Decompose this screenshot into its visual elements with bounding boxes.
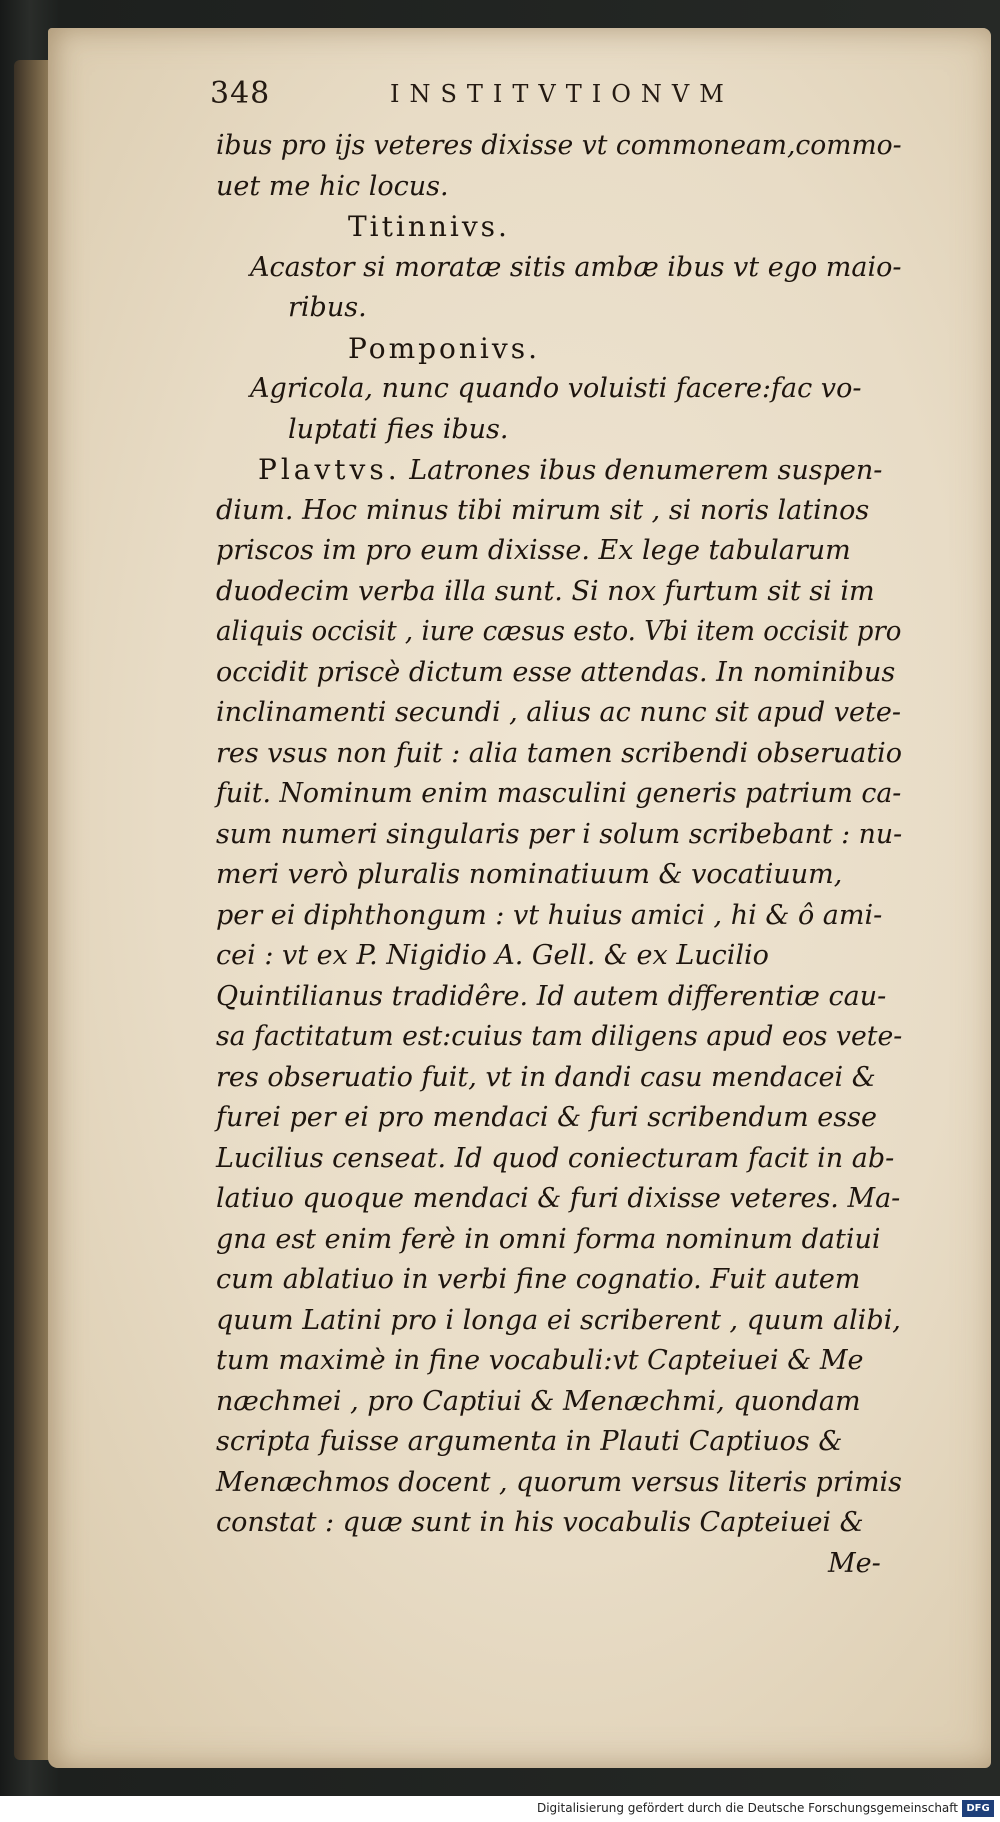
text-line: cei : vt ex P. Nigidio A. Gell. & ex Lucilio (216, 940, 769, 971)
section-heading: Pomponivs. (348, 331, 540, 365)
text-line: duodecim verba illa sunt. Si nox furtum sit si im (216, 575, 875, 607)
text-line: sum numeri singularis per i solum scribebant : nu- (216, 818, 903, 850)
text-line: per ei diphthongum : vt huius amici , hi & ô ami- (216, 899, 883, 931)
text-line: ribus. (288, 292, 367, 323)
dfg-logo: DFG (962, 1800, 994, 1817)
text-line: scripta fuisse argumenta in Plauti Captiuos & (216, 1426, 843, 1457)
text-line: meri verò pluralis nominatiuum & vocatiuum, (216, 859, 843, 890)
text-line: cum ablatiuo in verbi fine cognatio. Fuit autem (216, 1264, 861, 1295)
page-header (210, 76, 780, 116)
text-line: latiuo quoque mendaci & furi dixisse veteres. Ma- (216, 1183, 901, 1214)
text-line: priscos im pro eum dixisse. Ex lege tabularum (216, 535, 851, 566)
text-line: dium. Hoc minus tibi mirum sit , si noris latinos (216, 494, 870, 526)
text-line: res obseruatio fuit, vt in dandi casu mendacei & (216, 1061, 876, 1093)
text-line: gna est enim ferè in omni forma nominum datiui (216, 1223, 881, 1255)
text-line: fuit. Nominum enim masculini generis patrium ca- (216, 778, 902, 809)
text-line: Me- (828, 1547, 881, 1579)
funding-credit: Digitalisierung gefördert durch die Deutsche Forschungsgemeinschaft (536, 1801, 958, 1815)
running-head: INSTITVTIONVM (390, 80, 734, 108)
text-line: sa factitatum est:cuius tam diligens apud eos vete- (216, 1021, 903, 1052)
text-line: Acastor si moratæ sitis ambæ ibus vt ego maio- (250, 251, 902, 283)
text-line: furei per ei pro mendaci & furi scribendum esse (216, 1102, 877, 1133)
author-name: Plavtvs. (258, 453, 401, 486)
text-line: uet me hic locus. (216, 170, 449, 202)
text-line: res vsus non fuit : alia tamen scribendi obseruatio (216, 737, 903, 769)
text-line: Menæchmos docent , quorum versus literis primis (216, 1466, 902, 1498)
digitization-footer (0, 1796, 1000, 1822)
page-number: 348 (210, 76, 271, 111)
text-line: luptati fies ibus. (288, 413, 509, 445)
text-line: Quintilianus tradidêre. Id autem differentiæ cau- (216, 980, 887, 1012)
text-line: quum Latini pro i longa ei scriberent , quum alibi, (216, 1304, 901, 1336)
text-line: constat : quæ sunt in his vocabulis Capteiuei & (216, 1507, 864, 1538)
body-text (216, 126, 902, 1584)
section-heading: Titinnivs. (348, 210, 510, 243)
text-line: aliquis occisit , iure cæsus esto. Vbi item occisit pro (216, 616, 902, 647)
text-line-content: Latrones ibus denumerem suspen- (400, 455, 883, 486)
text-line: Agricola, nunc quando voluisti facere:fac vo- (250, 373, 862, 404)
text-line: inclinamenti secundi , alius ac nunc sit apud vete- (216, 697, 901, 728)
text-line: ibus pro ijs veteres dixisse vt commoneam,commo- (216, 130, 902, 161)
text-line: næchmei , pro Captiui & Menæchmi, quondam (216, 1385, 861, 1417)
text-line (216, 450, 902, 491)
text-line: occidit priscè dictum esse attendas. In nominibus (216, 656, 896, 688)
text-line: Lucilius censeat. Id quod coniecturam facit in ab- (216, 1142, 895, 1174)
text-line: tum maximè in fine vocabuli:vt Capteiuei & Me (216, 1345, 864, 1376)
